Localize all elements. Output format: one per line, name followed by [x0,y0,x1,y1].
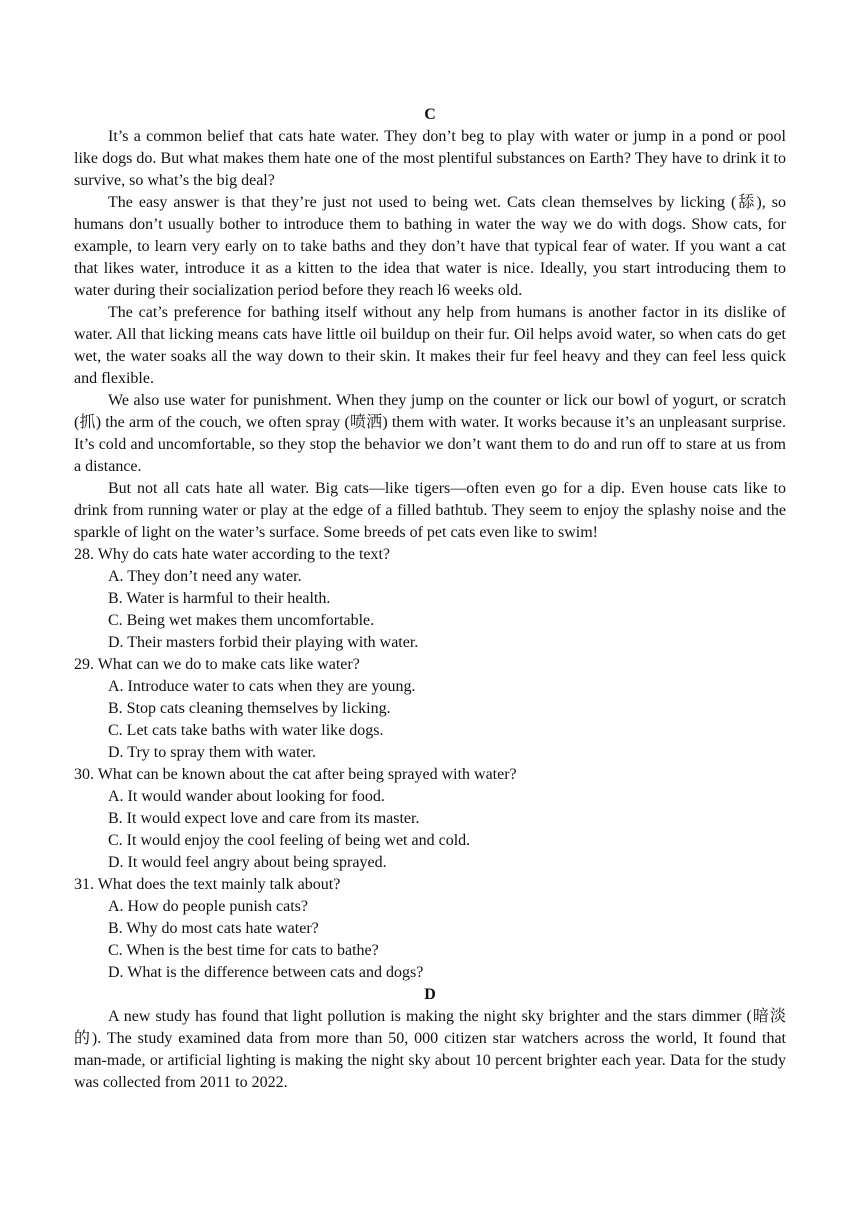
section-d-paragraph: A new study has found that light pollution is making the night sky brighter and the stars dimmer (暗淡的). The study examined data from more than 50, 000 citizen star watchers across the world, It found that man-made, or artificial lighting is making the night sky about 10 percent brighter each year. Data for the study was collected from 2011 to 2022. [74,1008,786,1091]
answer-option: B. Water is harmful to their health. [108,590,331,607]
answer-option: C. It would enjoy the cool feeling of being wet and cold. [108,832,471,849]
answer-option: C. Let cats take baths with water like dogs. [108,722,384,739]
answer-option: D. It would feel angry about being sprayed. [108,854,387,871]
answer-option: A. Introduce water to cats when they are young. [108,678,416,695]
answer-option: A. How do people punish cats? [108,898,308,915]
question-stem: 31. What does the text mainly talk about? [74,876,341,893]
question-28 [74,544,786,654]
question-stem: 28. Why do cats hate water according to the text? [74,546,391,563]
answer-option: D. What is the difference between cats and dogs? [108,964,424,981]
section-c-paragraph: The easy answer is that they’re just not used to being wet. Cats clean themselves by licking (舔), so humans don’t usually bother to introduce them to bathing in water the way we do with dogs. Show cats, for example, to learn very early on to take baths and they don’t have that typical fear of water. If you want a cat that likes water, introduce it as a kitten to the idea that water is nice. Ideally, you start introducing them to water during their socialization period before they reach l6 weeks old. [74,194,786,299]
answer-option: B. Stop cats cleaning themselves by licking. [108,700,391,717]
answer-option: A. They don’t need any water. [108,568,302,585]
answer-option: D. Their masters forbid their playing with water. [108,634,419,651]
section-c-paragraph: We also use water for punishment. When they jump on the counter or lick our bowl of yogurt, or scratch (抓) the arm of the couch, we often spray (喷洒) them with water. It works because it’s an unpleasant surprise. It’s cold and uncomfortable, so they stop the behavior we don’t want them to do and run off to stare at us from a distance. [74,392,786,475]
section-d-heading: D [424,986,436,1003]
section-c-paragraph: The cat’s preference for bathing itself without any help from humans is another factor in its dislike of water. All that licking means cats have little oil buildup on their fur. Oil helps avoid water, so when cats do get wet, the water soaks all the way down to their skin. It makes their fur feel heavy and they can feel less quick and flexible. [74,304,786,387]
answer-option: C. When is the best time for cats to bathe? [108,942,379,959]
question-31 [74,874,786,984]
question-stem: 29. What can we do to make cats like water? [74,656,360,673]
question-30 [74,764,786,874]
section-c-paragraph: It’s a common belief that cats hate water. They don’t beg to play with water or jump in a pond or pool like dogs do. But what makes them hate one of the most plentiful substances on Earth? They have to drink it to survive, so what’s the big deal? [74,128,786,189]
question-stem: 30. What can be known about the cat after being sprayed with water? [74,766,517,783]
answer-option: B. Why do most cats hate water? [108,920,319,937]
answer-option: A. It would wander about looking for food. [108,788,385,805]
exam-page [74,104,786,1094]
answer-option: C. Being wet makes them uncomfortable. [108,612,375,629]
section-c-heading: C [424,106,436,123]
section-c-paragraph: But not all cats hate all water. Big cats—like tigers—often even go for a dip. Even house cats like to drink from running water or play at the edge of a filled bathtub. They seem to enjoy the splashy noise and the sparkle of light on the water’s surface. Some breeds of pet cats even like to swim! [74,480,786,541]
question-29 [74,654,786,764]
answer-option: D. Try to spray them with water. [108,744,316,761]
answer-option: B. It would expect love and care from its master. [108,810,420,827]
